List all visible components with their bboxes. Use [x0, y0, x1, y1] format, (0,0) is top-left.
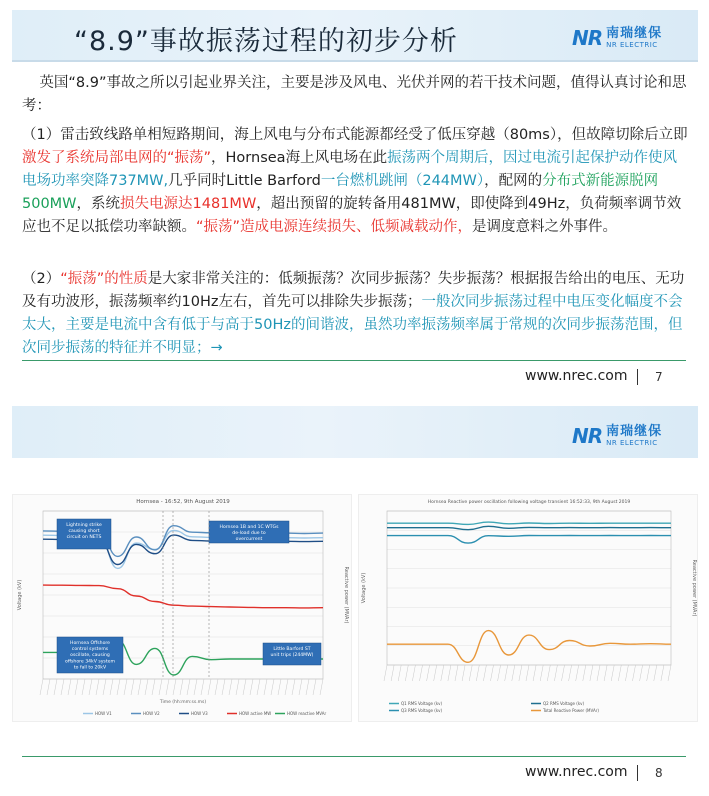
- x-tick: [505, 665, 508, 681]
- x-tick: [145, 679, 148, 695]
- x-tick: [483, 665, 486, 681]
- legend-entry: HOW V2: [143, 711, 160, 716]
- x-tick: [611, 665, 614, 681]
- x-tick: [166, 679, 169, 695]
- x-tick: [173, 679, 176, 695]
- legend-entry: Q2 RMS Voltage (kv): [543, 701, 585, 706]
- x-tick: [124, 679, 127, 695]
- x-tick: [40, 679, 43, 695]
- x-tick: [562, 665, 565, 681]
- x-tick: [434, 665, 437, 681]
- series-line-how-active-mw: [43, 585, 323, 608]
- annotation-text: unit trips (244MW): [270, 653, 314, 659]
- p2-highlight-nature: “振荡”的性质: [60, 271, 148, 287]
- x-tick: [320, 679, 323, 695]
- slide-title: “8.9”事故振荡过程的初步分析: [74, 26, 458, 57]
- footer-separator: [637, 369, 638, 385]
- x-tick: [654, 665, 657, 681]
- x-tick: [668, 665, 671, 681]
- chart-title: Hornsea - 16:52, 9th August 2019: [136, 499, 230, 505]
- x-tick: [180, 679, 183, 695]
- intro-paragraph: 英国“8.9”事故之所以引起业界关注，主要是涉及风电、光伏并网的若干技术问题，值得认真讨论和思考：: [22, 75, 687, 114]
- p1-text: 是调度意料之外事件。: [472, 219, 618, 235]
- x-tick: [590, 665, 593, 681]
- series-line-q3-rms-voltage-kv-: [387, 536, 671, 544]
- footer-url: www.nrec.com: [525, 368, 628, 384]
- x-axis-label: Time (hh:mm:ss.ms): [159, 700, 207, 705]
- x-tick: [194, 679, 197, 695]
- legend-entry: HOW reactive MVAr: [287, 711, 327, 716]
- x-tick: [512, 665, 515, 681]
- x-tick: [75, 679, 78, 695]
- x-tick: [391, 665, 394, 681]
- x-tick: [554, 665, 557, 681]
- x-tick: [68, 679, 71, 695]
- x-tick: [576, 665, 579, 681]
- x-tick: [306, 679, 309, 695]
- x-tick: [540, 665, 543, 681]
- annotation-text: Little Barford ST: [273, 647, 311, 652]
- y-axis-right-label: Reactive power (MVAr): [343, 566, 349, 624]
- nr-electric-logo: [572, 424, 662, 448]
- x-tick: [201, 679, 204, 695]
- p1-highlight-hornsea: 振荡两个周期后，因过电流引起保护动作使风电场功率突降737MW,: [22, 150, 678, 189]
- x-tick: [82, 679, 85, 695]
- x-tick: [526, 665, 529, 681]
- p1-highlight-distributed: 分布式新能源脱网500MW: [22, 173, 659, 212]
- page-number: 7: [655, 370, 663, 384]
- x-tick: [264, 679, 267, 695]
- x-tick: [96, 679, 99, 695]
- p1-highlight-oscillation: 激发了系统局部电网的“振荡”: [22, 150, 212, 166]
- reactive-power-oscillation-chart: [359, 495, 699, 723]
- x-tick: [441, 665, 444, 681]
- x-tick: [187, 679, 190, 695]
- x-tick: [625, 665, 628, 681]
- x-tick: [229, 679, 232, 695]
- x-tick: [110, 679, 113, 695]
- x-tick: [138, 679, 141, 695]
- x-tick: [285, 679, 288, 695]
- x-tick: [61, 679, 64, 695]
- annotation-text: de-load due to: [232, 531, 266, 537]
- nr-logo-mark: NR: [572, 26, 603, 50]
- footer-divider: [22, 360, 686, 361]
- slide-8: [0, 402, 709, 796]
- x-tick: [215, 679, 218, 695]
- y-axis-label: Voltage (kV): [361, 572, 367, 604]
- logo-english-name: NR ELECTRIC: [606, 439, 658, 447]
- x-tick: [384, 665, 387, 681]
- p2-text: 是大家非常关注的：低频振荡？次同步振荡？失步振荡？根据报告给出的电压、无功及有功波形，振荡频率约10Hz左右，首先可以排除失步振荡；: [22, 271, 685, 310]
- x-tick: [640, 665, 643, 681]
- chart-title: Hornsea Reactive power oscillation following voltage transient 16:52:33, 9th August 2019: [427, 500, 631, 505]
- reactive-power-oscillation-chart-panel: [358, 494, 698, 722]
- point-1-paragraph: [22, 124, 690, 239]
- x-tick: [278, 679, 281, 695]
- x-tick: [569, 665, 572, 681]
- x-tick: [54, 679, 57, 695]
- logo-chinese-name: 南瑞继保: [606, 424, 663, 439]
- x-tick: [661, 665, 664, 681]
- x-tick: [243, 679, 246, 695]
- p2-highlight-subsync: 一般次同步振荡过程中电压变化幅度不会太大，主要是电流中含有低于与高于50Hz的间谐波，虽然功率振荡频率属于常规的次同步振荡范围，但次同步振荡的特征并不明显；→: [22, 294, 683, 356]
- annotation-text: causing short: [68, 529, 100, 535]
- p1-highlight-consequence: “振荡”造成电源连续损失、低频减载动作，: [196, 219, 473, 235]
- series-line-q1-rms-voltage-kv-: [387, 522, 671, 524]
- x-tick: [476, 665, 479, 681]
- annotation-text: overcurrent: [235, 537, 263, 543]
- x-tick: [222, 679, 225, 695]
- x-tick: [47, 679, 50, 695]
- x-tick: [271, 679, 274, 695]
- x-tick: [633, 665, 636, 681]
- x-tick: [250, 679, 253, 695]
- annotation-text: to fall to 20kV: [73, 665, 107, 671]
- x-tick: [159, 679, 162, 695]
- nr-electric-logo: [572, 26, 662, 50]
- annotation-text: offshore 34kV system: [65, 659, 115, 665]
- x-tick: [405, 665, 408, 681]
- x-tick: [533, 665, 536, 681]
- x-tick: [236, 679, 239, 695]
- p1-text: ，超出预留的旋转备用481MW，即使降到49Hz，负荷频率调节效应也不足以抵偿功率缺额。: [22, 196, 682, 235]
- x-tick: [647, 665, 650, 681]
- x-tick: [412, 665, 415, 681]
- x-tick: [491, 665, 494, 681]
- x-tick: [292, 679, 295, 695]
- x-tick: [597, 665, 600, 681]
- annotation-text: circuit on NETS: [66, 535, 102, 541]
- x-tick: [519, 665, 522, 681]
- x-tick: [498, 665, 501, 681]
- annotation-text: Hornsea Offshore: [70, 641, 110, 646]
- hornsea-waveform-chart: [13, 495, 353, 723]
- series-line-q2-rms-voltage-kv-: [387, 526, 671, 529]
- legend-entry: HOW V3: [191, 711, 208, 716]
- p1-text: ，配网的: [484, 173, 543, 189]
- x-tick: [398, 665, 401, 681]
- p1-text: （1）雷击致线路单相短路期间，海上风电与分布式能源都经受了低压穿越（80ms），但故障切除后立即: [22, 127, 688, 143]
- slide-7: [0, 0, 709, 390]
- p1-text: ，Hornsea海上风电场在此: [211, 150, 388, 166]
- logo-chinese-name: 南瑞继保: [606, 26, 663, 41]
- x-tick: [131, 679, 134, 695]
- hornsea-waveform-chart-panel: [12, 494, 352, 722]
- legend-entry: HOW active MW: [239, 711, 272, 716]
- annotation-text: control systems: [71, 647, 109, 653]
- p1-highlight-loss: 损失电源达1481MW: [120, 196, 257, 212]
- logo-english-name: NR ELECTRIC: [606, 41, 658, 49]
- x-tick: [604, 665, 607, 681]
- series-line-total-reactive-power-mvar-: [387, 631, 671, 663]
- footer-url: www.nrec.com: [525, 764, 628, 780]
- x-tick: [469, 665, 472, 681]
- y-axis-label: Voltage (kV): [17, 579, 23, 611]
- point-2-paragraph: [22, 268, 690, 360]
- x-tick: [420, 665, 423, 681]
- x-tick: [103, 679, 106, 695]
- x-tick: [152, 679, 155, 695]
- x-tick: [455, 665, 458, 681]
- x-tick: [299, 679, 302, 695]
- x-tick: [448, 665, 451, 681]
- nr-logo-mark: NR: [572, 424, 603, 448]
- footer-separator: [637, 765, 638, 781]
- x-tick: [117, 679, 120, 695]
- x-tick: [547, 665, 550, 681]
- x-tick: [618, 665, 621, 681]
- p1-highlight-gas-turbine: 一台燃机跳闸（244MW）: [320, 173, 485, 189]
- x-tick: [89, 679, 92, 695]
- legend-entry: Total Reactive Power (MVAr): [543, 708, 599, 713]
- x-tick: [427, 665, 430, 681]
- legend-entry: Q3 RMS Voltage (kv): [401, 708, 443, 713]
- annotation-text: Hornsea 1B and 1C WTGs: [219, 525, 279, 530]
- footer-divider: [22, 756, 686, 757]
- x-tick: [208, 679, 211, 695]
- annotation-text: Lightning strike: [66, 523, 102, 528]
- p2-text: （2）: [22, 271, 61, 287]
- page-number: 8: [655, 766, 663, 780]
- x-tick: [257, 679, 260, 695]
- p1-text: 几乎同时Little Barford: [168, 173, 321, 189]
- p1-text: ，系统: [76, 196, 121, 212]
- y-axis-right-label: Reactive power (MVAr): [691, 559, 697, 617]
- legend-entry: Q1 RMS Voltage (kv): [401, 701, 443, 706]
- x-tick: [462, 665, 465, 681]
- annotation-text: oscillate, causing: [70, 653, 110, 659]
- x-tick: [313, 679, 316, 695]
- legend-entry: HOW V1: [95, 711, 112, 716]
- x-tick: [583, 665, 586, 681]
